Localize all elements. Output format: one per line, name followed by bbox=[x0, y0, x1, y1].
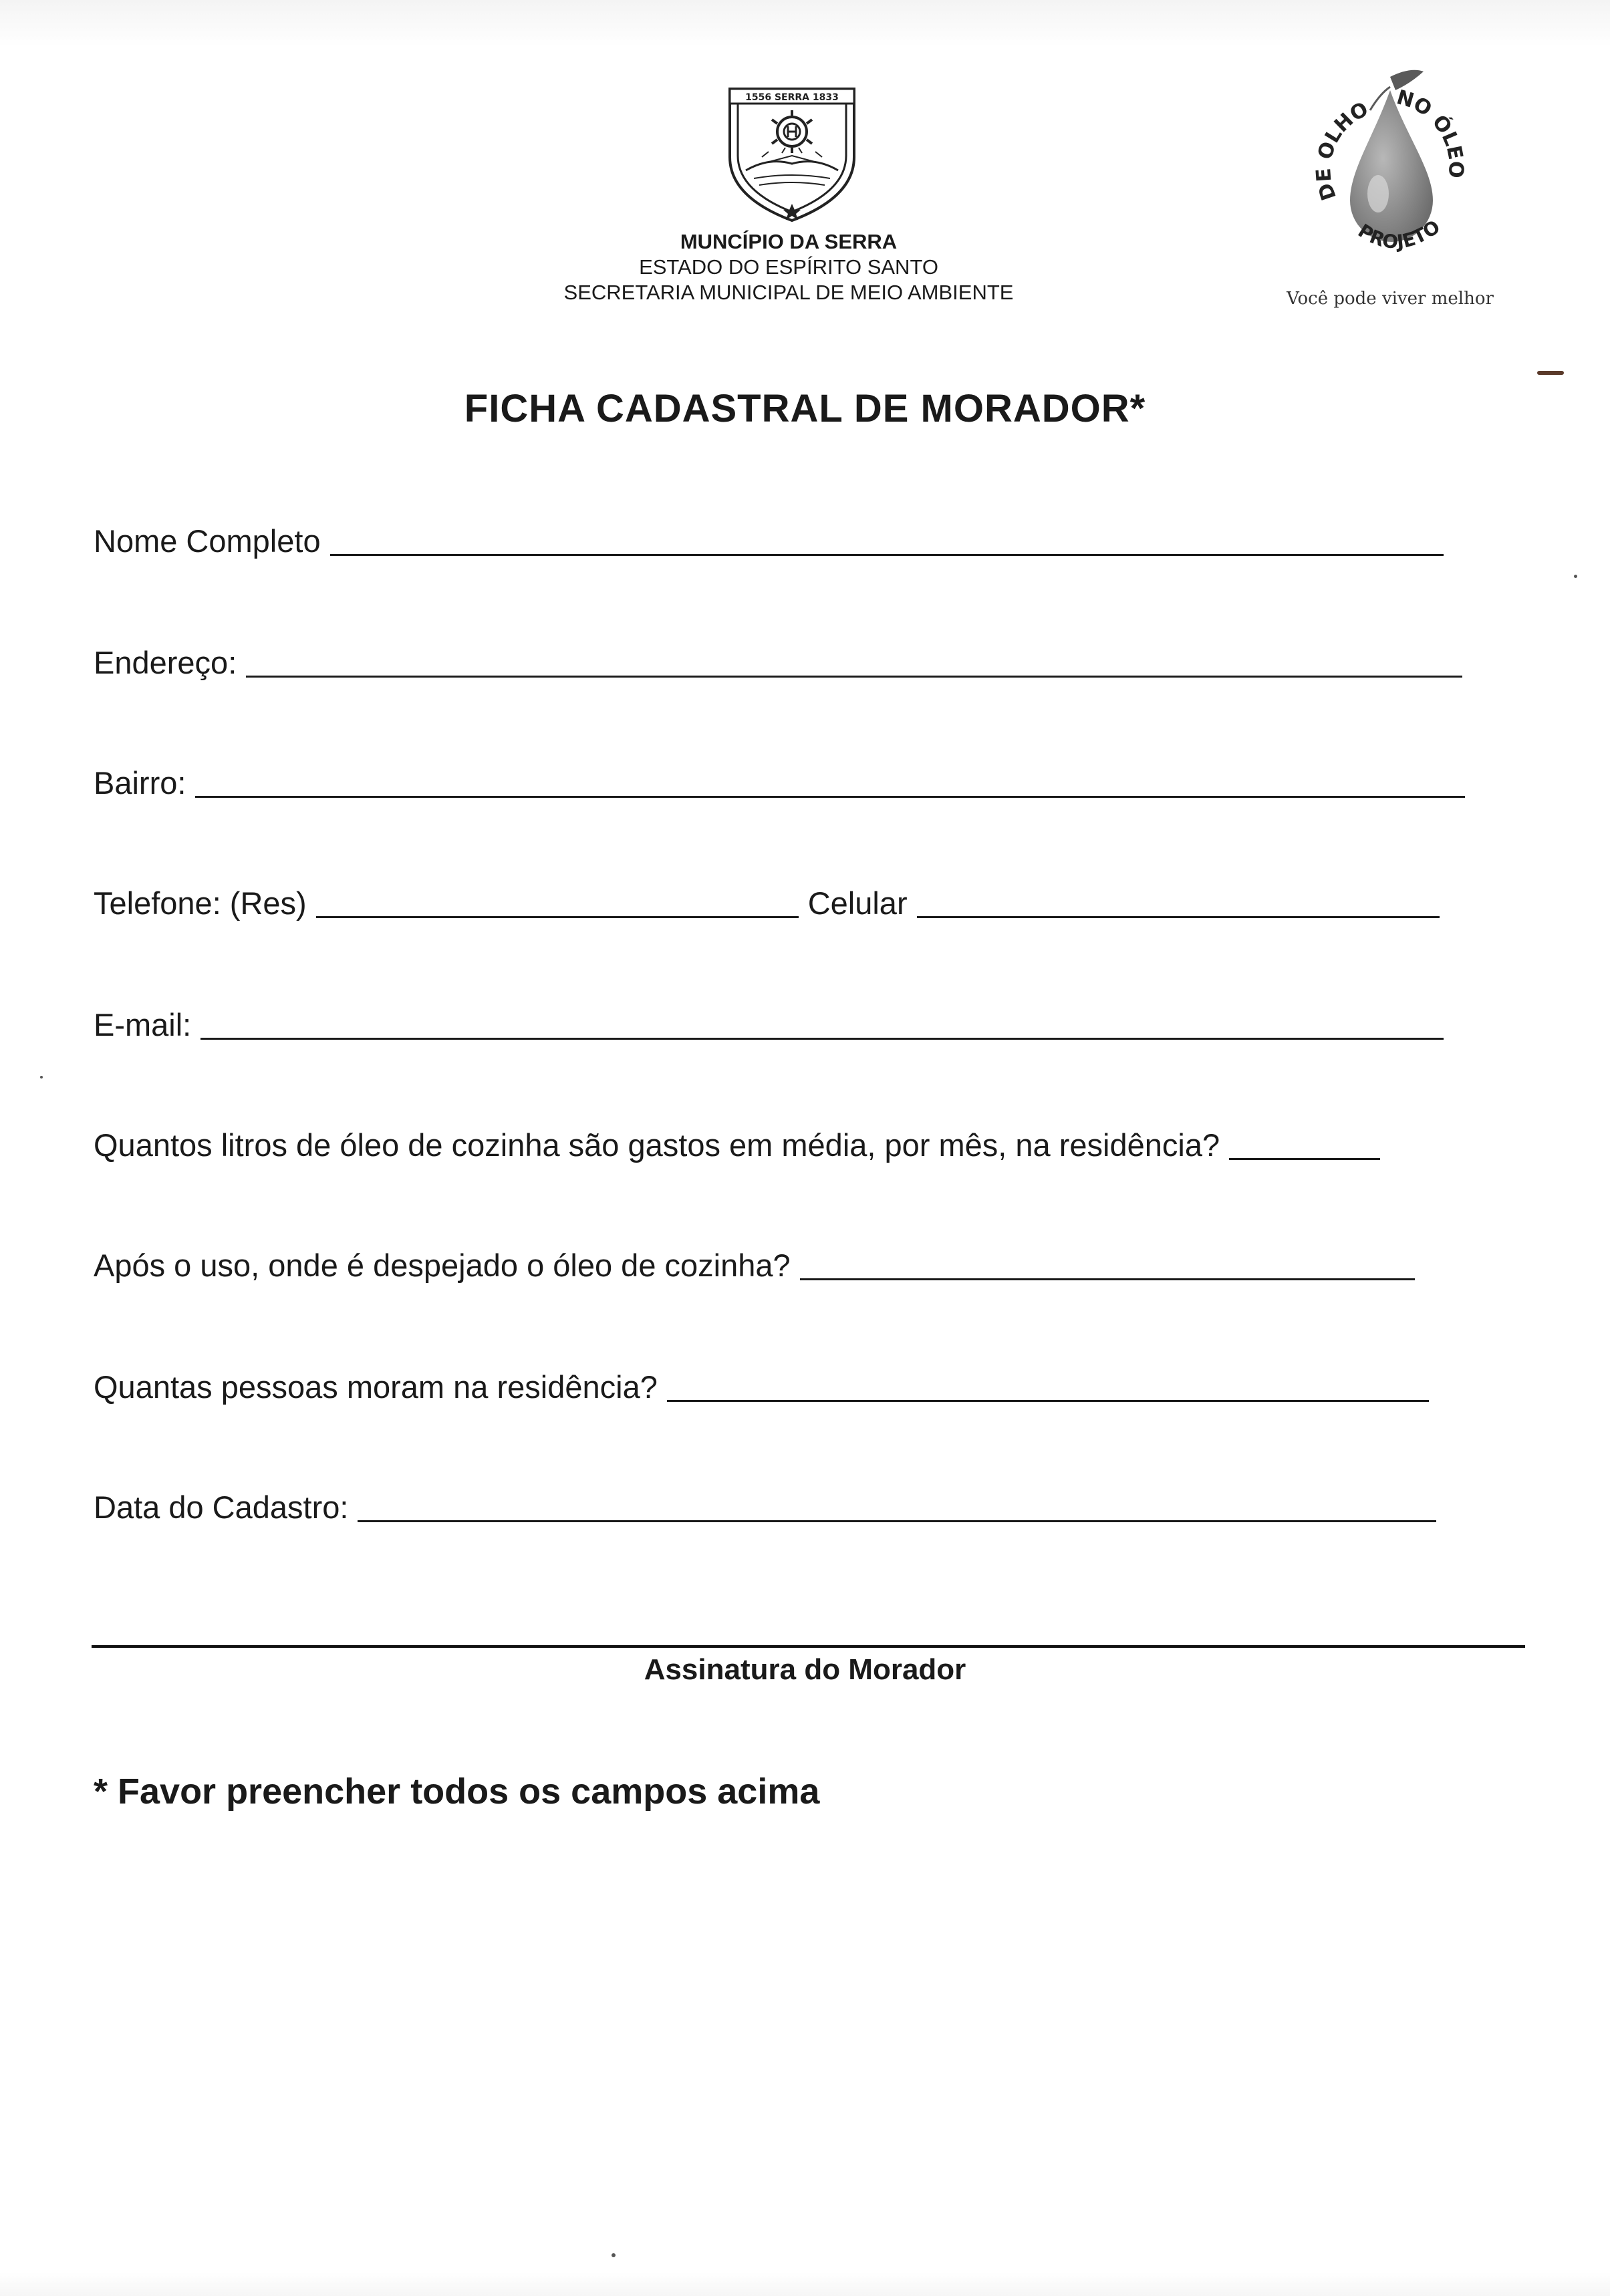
form-title: FICHA CADASTRAL DE MORADOR* bbox=[464, 387, 1146, 430]
field-people bbox=[94, 1359, 1429, 1406]
coat-banner-text: 1556 SERRA 1833 bbox=[745, 92, 839, 103]
logo-arc-bottom: PROJETO bbox=[1354, 215, 1444, 254]
full-name-line[interactable] bbox=[330, 554, 1444, 556]
email-line[interactable] bbox=[200, 1038, 1444, 1040]
logo-arc-left: DE OLHO bbox=[1312, 97, 1373, 204]
field-full-name-label: Nome Completo bbox=[94, 523, 321, 559]
secretariat-name: SECRETARIA MUNICIPAL DE MEIO AMBIENTE bbox=[563, 281, 1014, 304]
field-address bbox=[94, 635, 1462, 682]
scan-speck bbox=[1574, 575, 1577, 578]
neighborhood-line[interactable] bbox=[195, 796, 1465, 798]
field-phone-res-label: Telefone: (Res) bbox=[94, 885, 307, 921]
de-olho-no-oleo-logo bbox=[1310, 63, 1470, 284]
field-oil-disposal bbox=[94, 1238, 1415, 1284]
field-email-label: E-mail: bbox=[94, 1007, 192, 1042]
cell-line[interactable] bbox=[917, 916, 1440, 918]
scan-speck bbox=[40, 1076, 43, 1079]
field-oil-liters-label: Quantos litros de óleo de cozinha são gastos em média, por mês, na residência? bbox=[94, 1127, 1220, 1163]
field-neighborhood bbox=[94, 755, 1465, 802]
field-address-label: Endereço: bbox=[94, 645, 237, 680]
address-line[interactable] bbox=[246, 676, 1462, 678]
municipality-name: MUNCÍPIO DA SERRA bbox=[680, 230, 898, 253]
field-email bbox=[94, 997, 1444, 1044]
field-date-label: Data do Cadastro: bbox=[94, 1489, 349, 1525]
field-cell-label: Celular bbox=[807, 885, 908, 921]
field-people-label: Quantas pessoas moram na residência? bbox=[94, 1369, 658, 1405]
municipal-coat-of-arms bbox=[722, 84, 862, 224]
scan-speck bbox=[612, 2253, 616, 2257]
date-line[interactable] bbox=[358, 1520, 1436, 1522]
signature-line[interactable] bbox=[92, 1645, 1525, 1648]
state-name: ESTADO DO ESPÍRITO SANTO bbox=[639, 255, 938, 279]
field-date bbox=[94, 1479, 1436, 1526]
field-oil-disposal-label: Após o uso, onde é despejado o óleo de cozinha? bbox=[94, 1248, 791, 1283]
footnote: * Favor preencher todos os campos acima bbox=[94, 1771, 820, 1812]
field-phone bbox=[94, 875, 1440, 922]
field-oil-liters bbox=[94, 1117, 1380, 1164]
logo-arc-right: NO ÓLEO bbox=[1393, 86, 1468, 179]
oil-disposal-line[interactable] bbox=[800, 1278, 1415, 1280]
signature-label: Assinatura do Morador bbox=[644, 1653, 966, 1686]
people-line[interactable] bbox=[667, 1400, 1429, 1402]
field-full-name bbox=[94, 513, 1444, 560]
logo-tagline: Você pode viver melhor bbox=[1287, 289, 1494, 309]
field-neighborhood-label: Bairro: bbox=[94, 765, 186, 801]
scan-mark bbox=[1537, 371, 1564, 375]
oil-liters-line[interactable] bbox=[1229, 1158, 1380, 1160]
phone-res-line[interactable] bbox=[316, 916, 799, 918]
